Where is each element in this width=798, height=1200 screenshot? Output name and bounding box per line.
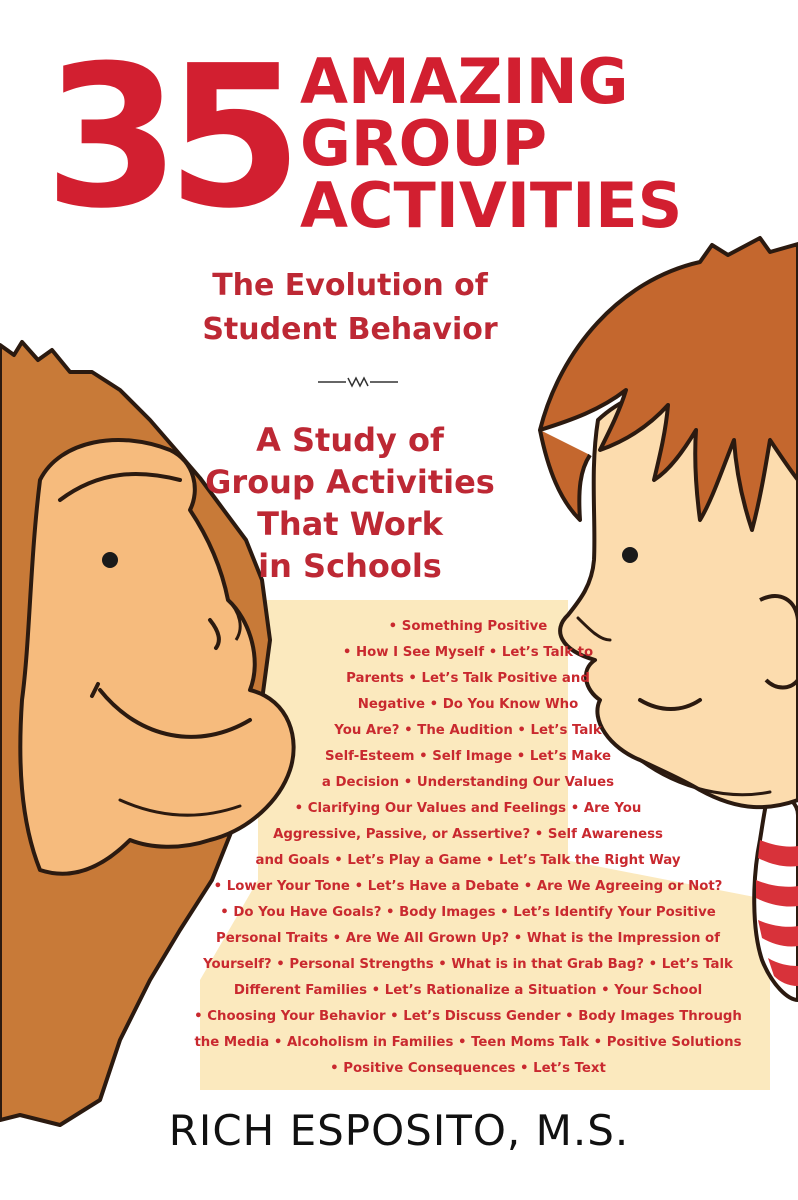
topic-line: Self-Esteem • Self Image • Let’s Make [324,749,611,764]
topic-line: • Something Positive [388,619,548,634]
topic-line: • Positive Consequences • Let’s Text [330,1061,606,1076]
topic-line: • Do You Have Goals? • Body Images • Let’s Identify Your Positive [220,905,716,920]
ape-eye [102,552,118,568]
topic-line: Parents • Let’s Talk Positive and [346,671,590,686]
divider-ornament [318,374,398,390]
topic-line: Yourself? • Personal Strengths • What is in that Grab Bag? • Let’s Talk [203,957,733,972]
secondary-title-line-1: A Study of [256,421,444,459]
boy-hair-side [540,430,590,520]
title-word-amazing: AMAZING [300,45,629,118]
boy-eye [622,547,638,563]
title-number: 35 [44,24,289,252]
secondary-title-line-2: Group Activities [205,463,495,501]
subtitle-line-1: The Evolution of [212,268,488,303]
topic-line: • Clarifying Our Values and Feelings • Are You [294,801,642,816]
title-word-group: GROUP [300,107,548,180]
topic-line: • Choosing Your Behavior • Let’s Discuss Gender • Body Images Through [194,1009,742,1024]
title-word-activities: ACTIVITIES [300,169,683,242]
topic-line: the Media • Alcoholism in Families • Teen Moms Talk • Positive Solutions [194,1035,742,1050]
topic-line: • How I See Myself • Let’s Talk to [342,645,594,660]
author-name: RICH ESPOSITO, M.S. [168,1106,630,1155]
topic-list [168,614,768,1082]
topic-line: Different Families • Let’s Rationalize a Situation • Your School [233,983,703,998]
topic-line: You Are? • The Audition • Let’s Talk [334,723,602,738]
topic-line: Negative • Do You Know Who [357,697,579,712]
topic-line: and Goals • Let’s Play a Game • Let’s Talk the Right Way [255,853,681,868]
topic-line: Aggressive, Passive, or Assertive? • Self Awareness [273,827,663,842]
subtitle-line-2: Student Behavior [202,312,498,347]
topic-line: a Decision • Understanding Our Values [321,775,615,790]
topic-line: • Lower Your Tone • Let’s Have a Debate • Are We Agreeing or Not? [213,879,723,894]
topic-line: Personal Traits • Are We All Grown Up? • What is the Impression of [216,931,720,946]
secondary-title-line-3: That Work [257,505,443,543]
secondary-title-line-4: in Schools [258,547,442,585]
